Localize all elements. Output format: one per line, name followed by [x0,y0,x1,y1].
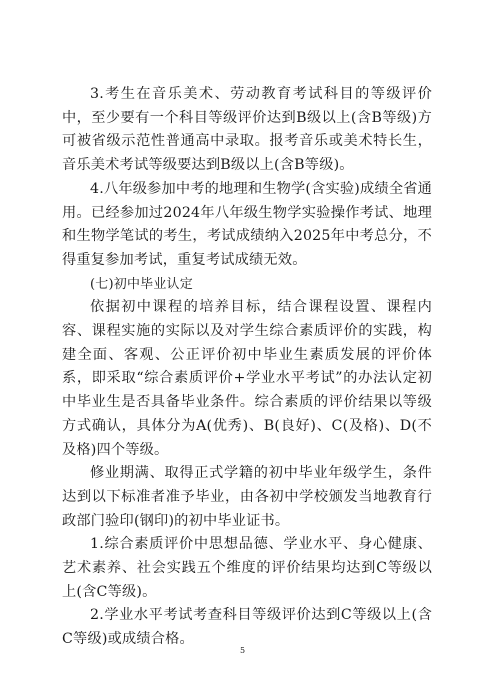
paragraph-graduation-conditions: 修业期满、取得正式学籍的初中毕业年级学生，条件达到以下标准者准予毕业，由各初中学校颁发当地教育行政部门验印(钢印)的初中毕业证书。 [62,465,432,529]
paragraph-evaluation-system: 依据初中课程的培养目标，结合课程设置、课程内容、课程实施的实际以及对学生综合素质评价的实践，构建全面、客观、公正评价初中毕业生素质发展的评价体系，即采取“综合素质评价+学业水平考试”的办法认定初中毕业生是否具备毕业条件。综合素质的评价结果以等级方式确认，具体分为A(优秀)、B(良好)、C(及格)、D(不及格)四个等级。 [62,299,432,458]
paragraph-geography-biology: 4.八年级参加中考的地理和生物学(含实验)成绩全省通用。已经参加过2024年八年级生物学实验操作考试、地理和生物学笔试的考生，考试成绩纳入2025年中考总分，不得重复参加考试，重复考试成绩无效。 [62,180,432,268]
paragraph-condition-2: 2.学业水平考试考查科目等级评价达到C等级以上(含C等级)或成绩合格。 [62,607,432,648]
document-body [62,83,432,652]
page-number: 5 [239,646,246,655]
section-heading-graduation: (七)初中毕业认定 [90,276,193,292]
paragraph-condition-1: 1.综合素质评价中思想品德、学业水平、身心健康、艺术素养、社会实践五个维度的评价结果均达到C等级以上(含C等级)。 [62,536,432,600]
paragraph-music-art-grade: 3.考生在音乐美术、劳动教育考试科目的等级评价中，至少要有一个科目等级评价达到B级以上(含B等级)方可被省级示范性普通高中录取。报考音乐或美术特长生，音乐美术考试等级要达到B级以上(含B等级)。 [62,86,432,174]
